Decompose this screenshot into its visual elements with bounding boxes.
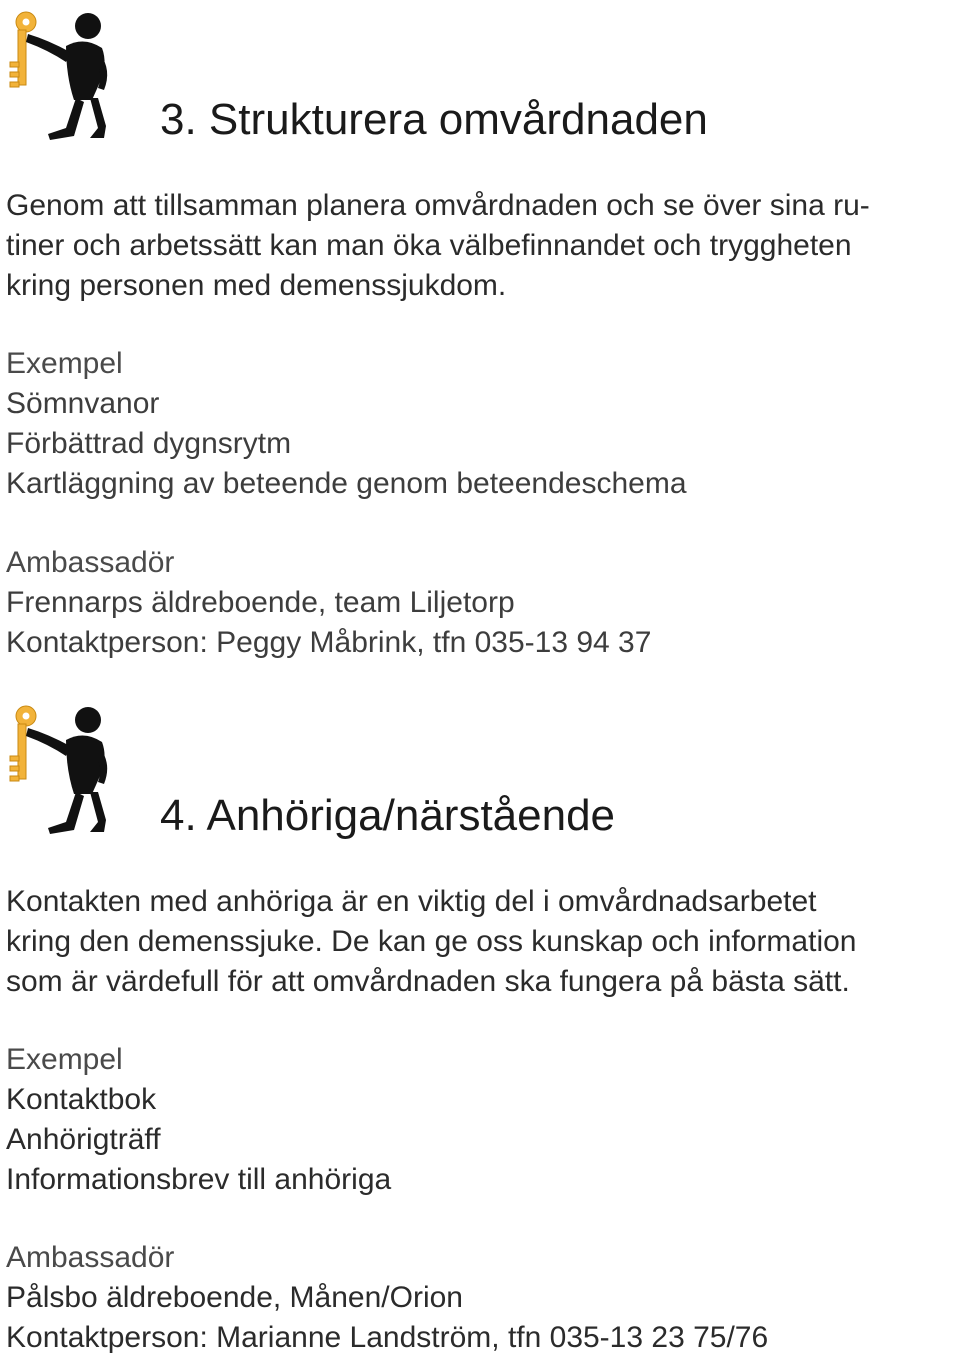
section-4-example-item: Informationsbrev till anhöriga [6,1163,392,1196]
section-4-ambassador-contact: Kontaktperson: Marianne Landström, tfn 035-13 23 75/76 [6,1321,769,1354]
section-3-intro-line: kring personen med demenssjukdom. [6,269,507,302]
section-3-intro-line: Genom att tillsamman planera omvårdnaden och se över sina ru- [6,189,870,222]
section-3-ambassador-label: Ambassadör [6,546,175,579]
section-3-intro-line: tiner och arbetssätt kan man öka välbefinnandet och tryggheten [6,229,852,262]
section-4-example-item: Anhörigträff [6,1123,161,1156]
section-3-example-label: Exempel [6,347,123,380]
section-4-ambassador-place: Pålsbo äldreboende, Månen/Orion [6,1281,463,1314]
section-3-example-item: Kartläggning av beteende genom beteendeschema [6,467,687,500]
stick-figure-with-key-icon [4,698,114,838]
section-3-example-list [6,344,687,504]
section-4-intro-line: Kontakten med anhöriga är en viktig del i omvårdnadsarbetet [6,885,817,918]
section-3-ambassador [6,543,651,663]
section-4-example-item: Kontaktbok [6,1083,157,1116]
section-4-example-list [6,1040,391,1200]
section-4-intro-line: som är värdefull för att omvårdnaden ska fungera på bästa sätt. [6,965,850,998]
section-4-title: 4. Anhöriga/närstående [160,791,616,840]
section-3-example-item: Sömnvanor [6,387,160,420]
section-4-intro-line: kring den demenssjuke. De kan ge oss kunskap och information [6,925,857,958]
section-3-intro [6,186,950,306]
section-3-title: 3. Strukturera omvårdnaden [160,95,708,144]
section-3-ambassador-contact: Kontaktperson: Peggy Måbrink, tfn 035-13 94 37 [6,626,652,659]
section-4-ambassador [6,1238,768,1358]
section-3-example-item: Förbättrad dygnsrytm [6,427,292,460]
section-4-intro [6,882,950,1002]
section-4-example-label: Exempel [6,1043,123,1076]
section-3-ambassador-place: Frennarps äldreboende, team Liljetorp [6,586,515,619]
section-4-ambassador-label: Ambassadör [6,1241,175,1274]
stick-figure-with-key-icon [4,4,114,144]
